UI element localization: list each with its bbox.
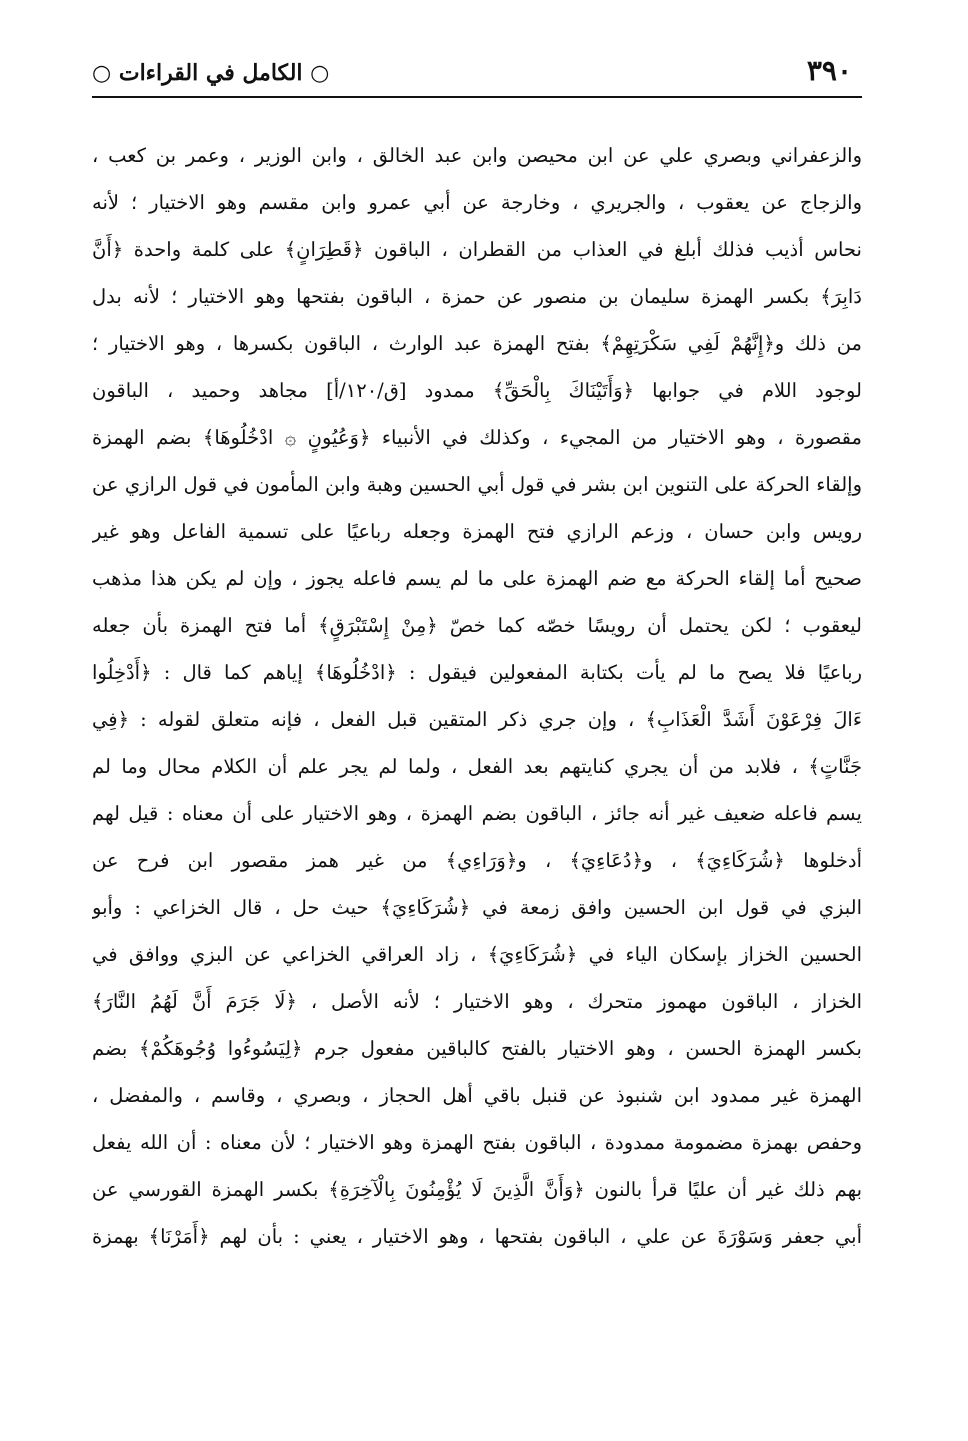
page-number: ٣٩٠ [806,54,852,87]
running-title: ○ الكامل في القراءات ○ [92,60,330,86]
text-line: يسم فاعله ضعيف غير أنه جائز ، الباقون بضم الهمزة ، وهو الاختيار على أن معناه : قيل لهم [92,802,862,825]
header-rule [92,96,862,98]
text-line: الحسين الخزاز بإسكان الياء في ﴿شُرَكَاءِيَ﴾ ، زاد العراقي الخزاعي عن البزي ووافق في [92,943,862,966]
text-line: والزعفراني وبصري علي عن ابن محيصن وابن عبد الخالق ، وابن الوزير ، وعمر بن كعب ، [92,144,862,167]
text-line: رويس وابن حسان ، وزعم الرازي فتح الهمزة وجعله رباعيًا على تسمية الفاعل وهو غير [92,520,862,543]
text-line: الهمزة غير ممدود ابن شنبوذ عن قنبل باقي أهل الحجاز ، وبصري ، وقاسم ، والمفضل ، [92,1084,862,1107]
text-line: ليعقوب ؛ لكن يحتمل أن رويسًا خصّه كما خصّ ﴿مِنْ إِسْتَبْرَقٍ﴾ أما فتح الهمزة بأن جعله [92,614,862,637]
text-line: بكسر الهمزة الحسن ، وهو الاختيار بالفتح كالباقين مفعول جرم ﴿لِيَسُوءُوا وُجُوهَكُمْ﴾ بضم [92,1037,862,1060]
text-line: جَنَّاتٍ﴾ ، فلابد من أن يجري كنايتهم بعد الفعل ، ولما لم يجر علم أن الكلام محال وما لم [92,755,862,778]
text-line: وإلقاء الحركة على التنوين ابن بشر في قول أبي الحسين وهبة وابن المأمون في قول الرازي عن [92,473,862,496]
text-line: بهم ذلك غير أن عليًا قرأ بالنون ﴿وَأَنَّ الَّذِينَ لَا يُؤْمِنُونَ بِالْآخِرَةِ﴾ بكسر الهمزة القورسي عن [92,1178,862,1201]
page-header [92,52,862,98]
text-line: الخزاز ، الباقون مهموز متحرك ، وهو الاختيار ؛ لأنه الأصل ، ﴿لَا جَرَمَ أَنَّ لَهُمُ النَّارَ﴾ [92,990,862,1013]
text-line: لوجود اللام في جوابها ﴿وَأَتَيْنَاكَ بِالْحَقِّ﴾ ممدود [ق/١٢٠/أ] مجاهد وحميد ، الباقون [92,379,862,402]
text-line: نحاس أذيب فذلك أبلغ في العذاب من القطران ، الباقون ﴿قَطِرَانٍ﴾ على كلمة واحدة ﴿أَنَّ [92,238,862,261]
text-line: دَابِرَ﴾ بكسر الهمزة سليمان بن منصور عن حمزة ، الباقون بفتحها وهو الاختيار ؛ لأنه بدل [92,285,862,308]
text-line: والزجاج عن يعقوب ، والجريري ، وخارجة عن أبي عمرو وابن مقسم وهو الاختيار ؛ لأنه [92,191,862,214]
text-line: مقصورة ، وهو الاختيار من المجيء ، وكذلك في الأنبياء ﴿وَعُيُونٍ ۞ ادْخُلُوهَا﴾ بضم الهمزة [92,426,862,449]
text-line: ءَالَ فِرْعَوْنَ أَشَدَّ الْعَذَابِ﴾ ، وإن جري ذكر المتقين قبل الفعل ، فإنه متعلق لقوله : ﴿فِي [92,708,862,731]
text-line: صحيح أما إلقاء الحركة مع ضم الهمزة على ما لم يسم فاعله يجوز ، وإن لم يكن هذا مذهب [92,567,862,590]
text-line: رباعيًا فلا يصح ما لم يأت بكتابة المفعولين فيقول : ﴿ادْخُلُوهَا﴾ إياهم كما قال : ﴿أَدْخِلُوا [92,661,862,684]
text-line: أبي جعفر وَسَوْرَةَ عن علي ، الباقون بفتحها ، وهو الاختيار ، يعني : بأن لهم ﴿أَمَرْنَا﴾ بهمزة [92,1225,862,1248]
text-line: من ذلك و﴿إِنَّهُمْ لَفِي سَكْرَتِهِمْ﴾ بفتح الهمزة عبد الوارث ، الباقون بكسرها ، وهو الاختيار ؛ [92,332,862,355]
text-line: أدخلوها ﴿شُرَكَاءِيَ﴾ ، و﴿دُعَاءِيَ﴾ ، و﴿وَرَاءِي﴾ من غير همز مقصور ابن فرح عن [92,849,862,872]
body-text [92,132,862,1260]
text-line: وحفص بهمزة مضمومة ممدودة ، الباقون بفتح الهمزة وهو الاختيار ؛ لأن معناه : أن الله يفعل [92,1131,862,1154]
text-line: البزي في قول ابن الحسين وافق زمعة في ﴿شُرَكَاءِيَ﴾ حيث حل ، قال الخزاعي : وأبو [92,896,862,919]
